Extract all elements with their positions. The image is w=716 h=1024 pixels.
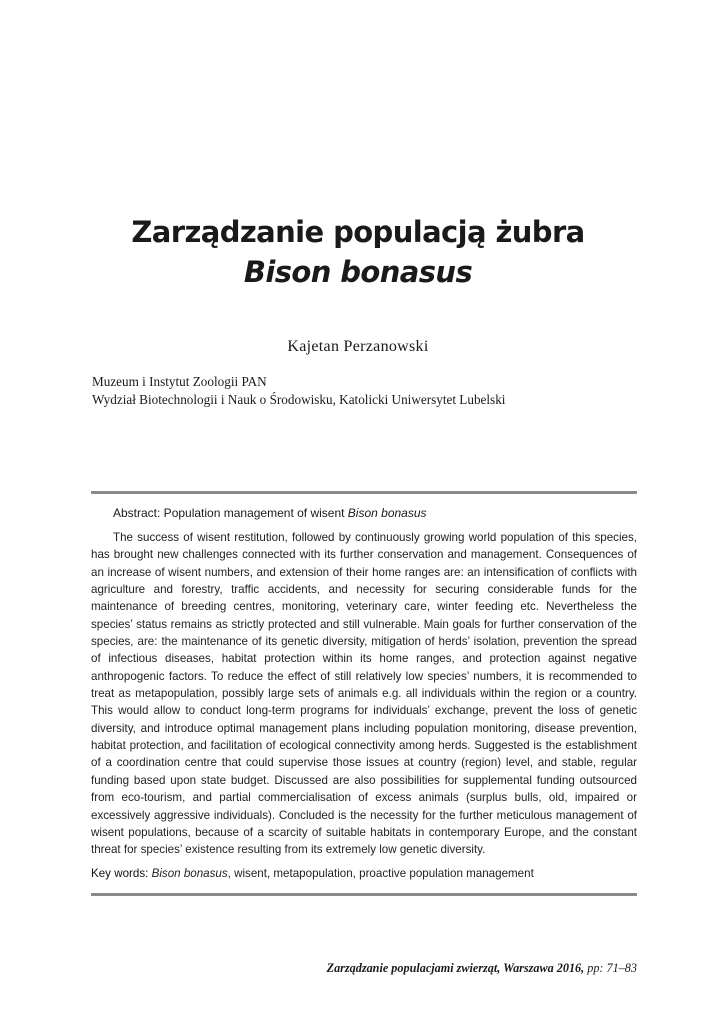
journal-footer xyxy=(327,961,637,976)
keywords-label: Key words: xyxy=(91,867,149,880)
abstract-heading-prefix: Abstract: Population management of wisent xyxy=(113,506,348,520)
bottom-divider xyxy=(91,893,637,896)
title-line-2-species: Bison bonasus xyxy=(243,255,473,289)
keywords xyxy=(91,867,637,880)
abstract-body: The success of wisent restitution, followed by continuously growing world population of this species, has brought new challenges connected with its further conservation and management. Consequences of an increase of wisent numbers, and extension of their home ranges are: an intensification of conflicts with agriculture and forestry, traffic accidents, and necessity for securing considerable funds for the maintenance of breeding centres, monitoring, veterinary care, winter feeding etc. Nevertheless the species’ status remains as strictly protected and still vulnerable. Main goals for further conservation of the species, are: the maintenance of its genetic diversity, mitigation of herds’ isolation, prevention the spread of infectious diseases, habitat protection within its home ranges, and protection against negative anthropogenic factors. To reduce the effect of still relatively low species’ numbers, it is recommended to treat as metapopulation, possibly large sets of animals e.g. all individuals within the region or a country. This would allow to conduct long-term programs for individuals’ exchange, prevent the loss of genetic diversity, and introduce optimal management plans including population monitoring, disease prevention, habitat protection, and facilitation of ecological connectivity among herds. Suggested is the establishment of a coordination centre that could supervise those issues at country (region) level, and stable, regular funding based upon state budget. Discussed are also possibilities for supplemental funding outsourced from eco-tourism, and partial commercialisation of excess animals (surplus bulls, old, impaired or excessively aggressive individuals). Concluded is the necessity for the further meticulous management of wisent populations, because of a scarcity of suitable habitats in contemporary Europe, and the constant threat for species’ existence resulting from its extremely low genetic diversity. xyxy=(91,531,637,857)
title-line-1: Zarządzanie populacją żubra xyxy=(131,215,585,249)
keywords-rest: , wisent, metapopulation, proactive population management xyxy=(227,867,534,880)
footer-pages: pp: 71–83 xyxy=(584,961,637,975)
affiliation-1: Muzeum i Instytut Zoologii PAN xyxy=(92,374,267,389)
affiliation-2: Wydział Biotechnologii i Nauk o Środowisku, Katolicki Uniwersytet Lubelski xyxy=(92,392,506,407)
abstract-heading-species: Bison bonasus xyxy=(347,506,427,520)
author-name: Kajetan Perzanowski xyxy=(287,338,429,355)
keywords-species: Bison bonasus xyxy=(151,867,228,880)
paper-title xyxy=(0,212,716,292)
footer-source: Zarządzanie populacjami zwierząt, Warszawa 2016, xyxy=(326,961,585,975)
affiliations xyxy=(92,373,505,409)
top-divider xyxy=(91,491,637,494)
abstract-heading xyxy=(113,506,427,520)
